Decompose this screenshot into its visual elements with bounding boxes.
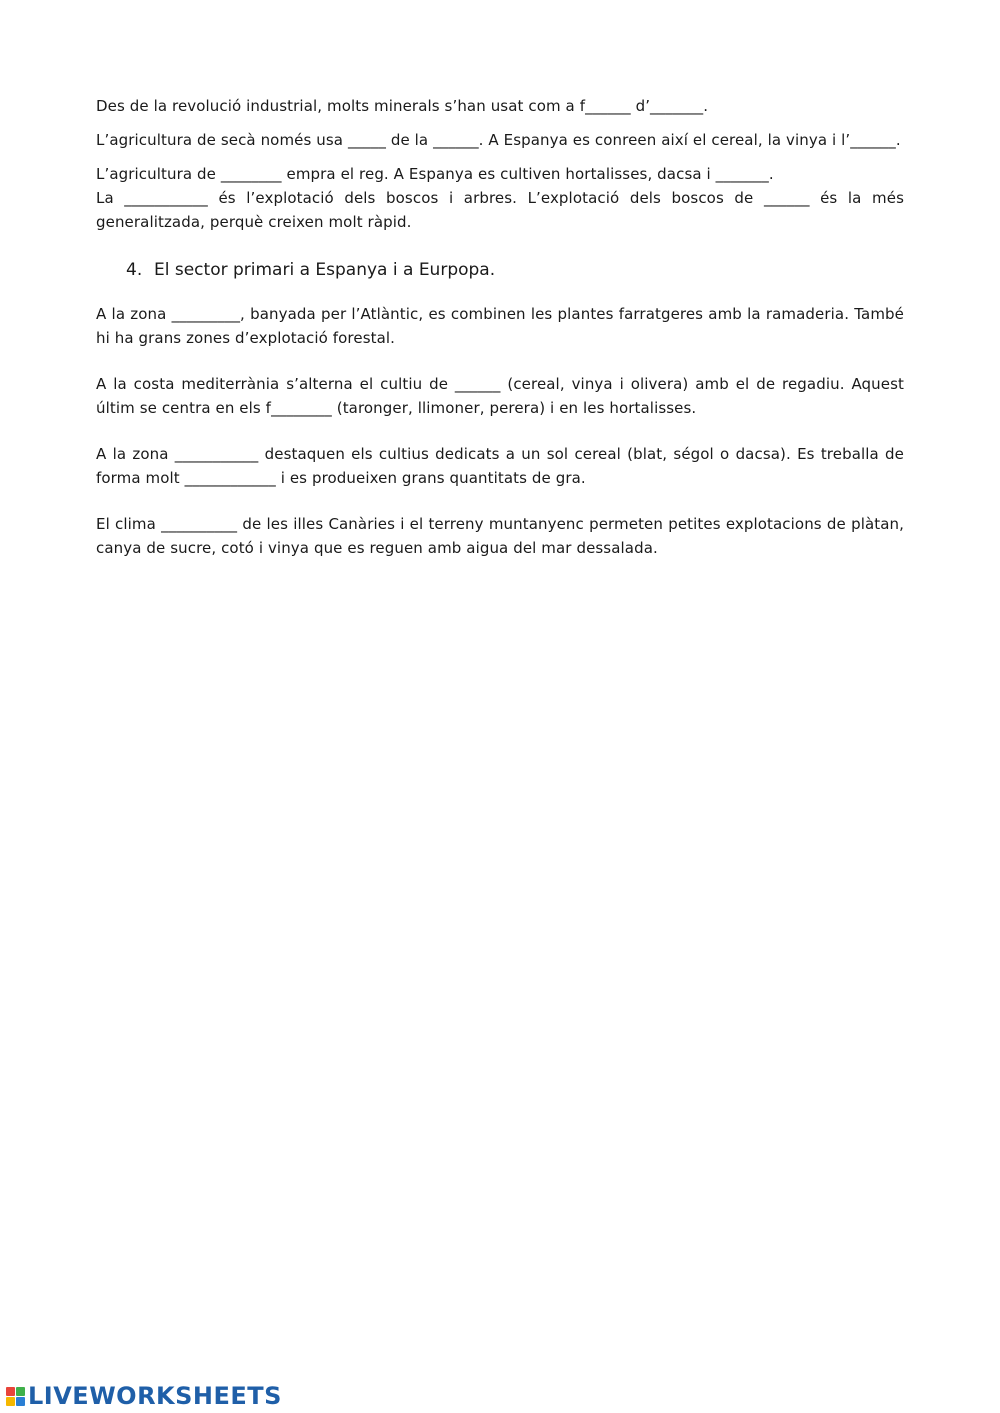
paragraph-dryland-agriculture: L’agricultura de secà només usa _____ de la ______. A Espanya es conreen així el cereal, la vinya i l’______. <box>96 131 901 149</box>
paragraph-interior-zone: A la zona ___________ destaquen els cultius dedicats a un sol cereal (blat, ségol o dacsa). Es treballa de forma molt ____________ i es produeixen grans quantitats de gra. <box>96 445 904 487</box>
logo-mark-icon <box>6 1387 25 1406</box>
logo-square-yellow <box>6 1397 15 1406</box>
section-number: 4. <box>126 260 143 280</box>
paragraph-forestry: La ___________ és l’explotació dels boscos i arbres. L’explotació dels boscos de ______ és la més generalitzada, perquè creixen molt ràpid. <box>96 189 904 231</box>
logo-square-green <box>16 1387 25 1396</box>
liveworksheets-logo <box>6 1382 282 1410</box>
paragraph-mediterranean-coast: A la costa mediterrània s’alterna el cultiu de ______ (cereal, vinya i olivera) amb el de regadiu. Aquest últim se centra en els f________ (taronger, llimoner, perera) i en les hortalisses. <box>96 375 904 417</box>
paragraph-minerals: Des de la revolució industrial, molts minerals s’han usat com a f______ d’_______. <box>96 97 709 115</box>
logo-square-red <box>6 1387 15 1396</box>
paragraph-atlantic-zone: A la zona _________, banyada per l’Atlàntic, es combinen les plantes farratgeres amb la ramaderia. També hi ha grans zones d’explotació forestal. <box>96 305 904 347</box>
logo-text: LIVEWORKSHEETS <box>28 1382 282 1410</box>
paragraph-irrigated-agriculture: L’agricultura de ________ empra el reg. A Espanya es cultiven hortalisses, dacsa i _______. <box>96 165 774 183</box>
worksheet-page <box>96 94 904 560</box>
logo-square-blue <box>16 1397 25 1406</box>
section-title: El sector primari a Espanya i a Eurpopa. <box>154 260 496 280</box>
paragraph-canary-islands: El clima __________ de les illes Canàries i el terreny muntanyenc permeten petites explotacions de plàtan, canya de sucre, cotó i vinya que es reguen amb aigua del mar dessalada. <box>96 515 904 557</box>
section-heading <box>126 258 904 282</box>
